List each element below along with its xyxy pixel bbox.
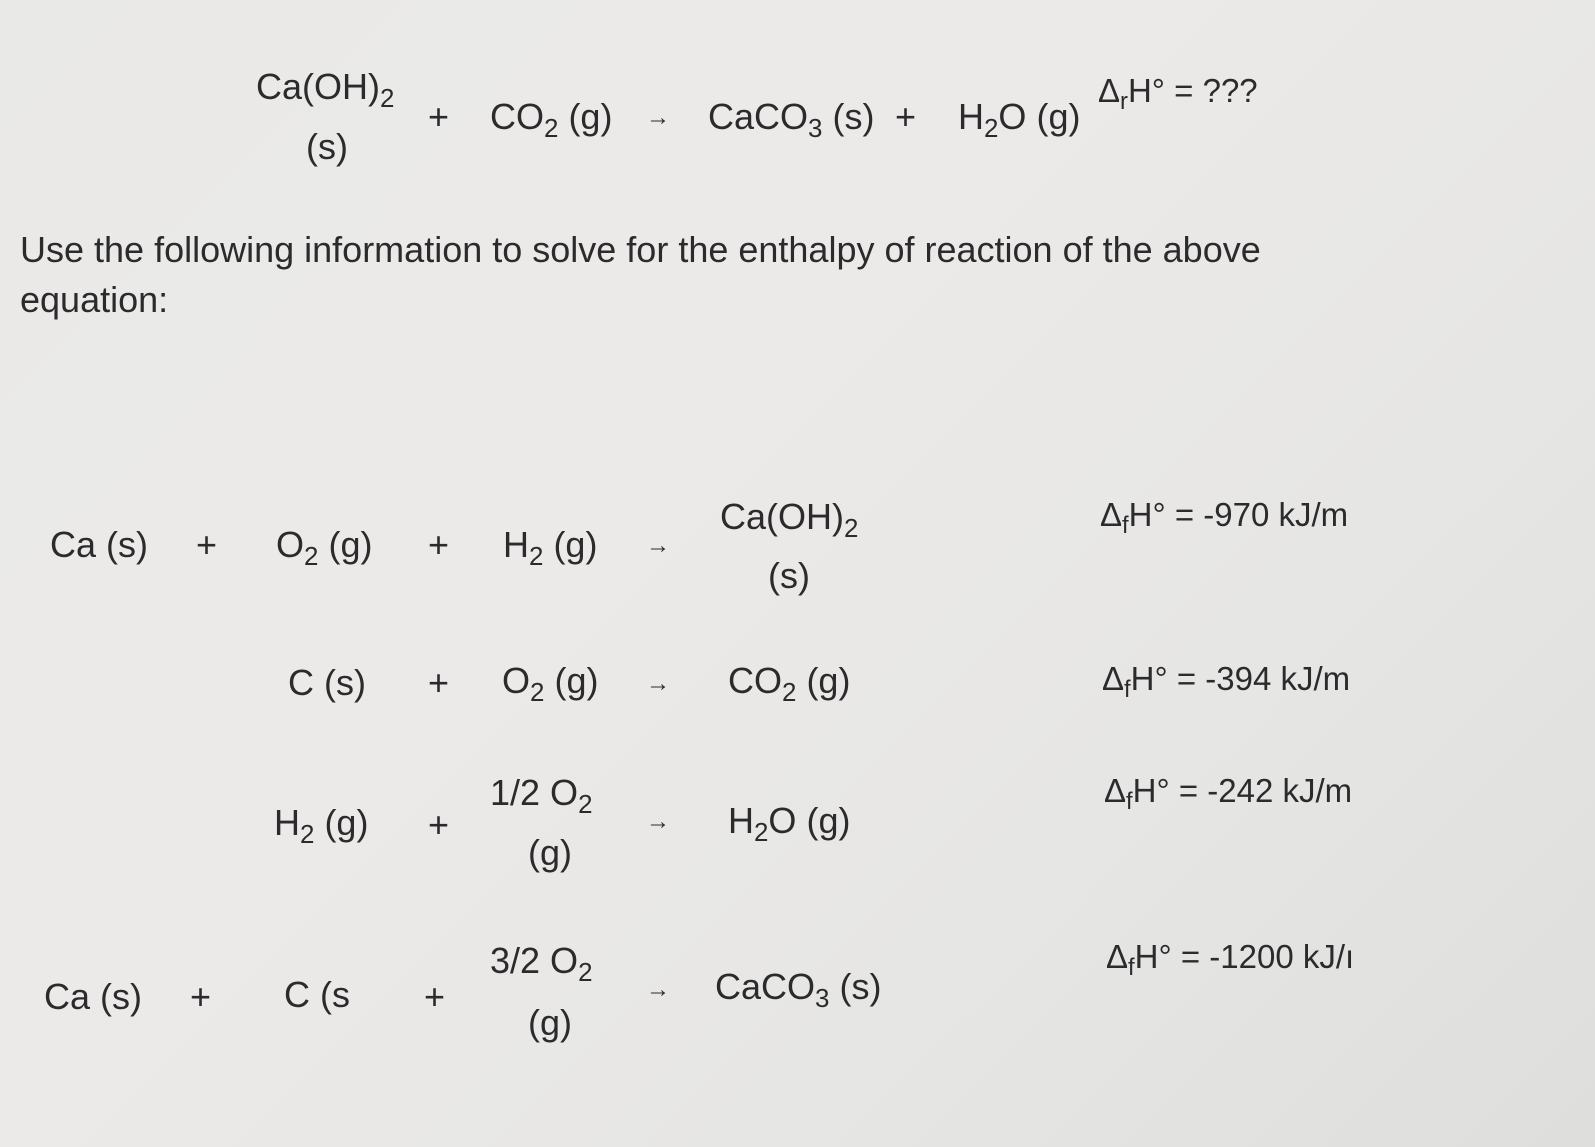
rxn3-product: $H_2O$ (g) <box>728 800 851 848</box>
main-plus-1: + <box>428 96 450 137</box>
rxn4-c: C (s <box>284 974 350 1015</box>
main-enthalpy: $\Delta_rH^\circ$ = ??? <box>1098 72 1258 116</box>
rxn4-ca: Ca (s) <box>44 976 142 1017</box>
main-reactant2: $CO_2$ (g) <box>490 96 613 144</box>
main-product2: $H_2O$ (g) <box>958 96 1081 144</box>
rxn2-arrow: → <box>646 670 670 697</box>
rxn3-o2-phase: (g) <box>528 832 572 873</box>
rxn1-plus-b: + <box>428 524 450 565</box>
rxn1-plus-a: + <box>196 524 218 565</box>
rxn4-product: CaCO$_3$ (s) <box>715 966 882 1014</box>
rxn1-ca: Ca (s) <box>50 524 148 565</box>
rxn3-enthalpy: $\Delta_fH^\circ = -242$ kJ/m <box>1104 772 1353 816</box>
rxn2-c: C (s) <box>288 662 366 703</box>
rxn3-plus: + <box>428 804 450 845</box>
rxn4-enthalpy: $\Delta_fH^\circ = -1200$ kJ/ı <box>1106 938 1355 982</box>
rxn1-product-phase: (s) <box>768 555 810 596</box>
rxn2-product: $CO_2$ (g) <box>728 660 851 708</box>
rxn1-product-formula: $Ca(OH)_2$ <box>720 496 859 544</box>
main-plus-2: + <box>895 96 917 137</box>
rxn4-o2-phase: (g) <box>528 1002 572 1043</box>
main-reactant1-formula: $Ca(OH)_2$ <box>256 66 395 114</box>
rxn3-o2-formula: 1/2 $O_2$ <box>490 772 593 820</box>
rxn1-o2: $O_2$ (g) <box>276 524 373 572</box>
rxn3-arrow: → <box>646 808 670 835</box>
rxn2-enthalpy: $\Delta_fH^\circ = -394$ kJ/m <box>1102 660 1351 704</box>
rxn1-enthalpy: $\Delta_fH^\circ = -970$ kJ/m <box>1100 496 1349 540</box>
rxn1-arrow: → <box>646 532 670 559</box>
rxn2-o2: $O_2$ (g) <box>502 660 599 708</box>
main-arrow: → <box>646 104 670 131</box>
rxn4-arrow: → <box>646 976 670 1003</box>
rxn4-plus-b: + <box>424 976 446 1017</box>
rxn4-plus-a: + <box>190 976 212 1017</box>
rxn4-o2-formula: 3/2 $O_2$ <box>490 940 593 988</box>
rxn3-h2: $H_2$ (g) <box>274 802 369 850</box>
instruction-text: Use the following information to solve for the enthalpy of reaction of the above equation: <box>20 229 1261 320</box>
rxn1-h2: $H_2$ (g) <box>503 524 598 572</box>
main-product1: CaCO$_3$ (s) <box>708 96 875 144</box>
main-reactant1-phase: (s) <box>306 126 348 167</box>
rxn2-plus: + <box>428 662 450 703</box>
